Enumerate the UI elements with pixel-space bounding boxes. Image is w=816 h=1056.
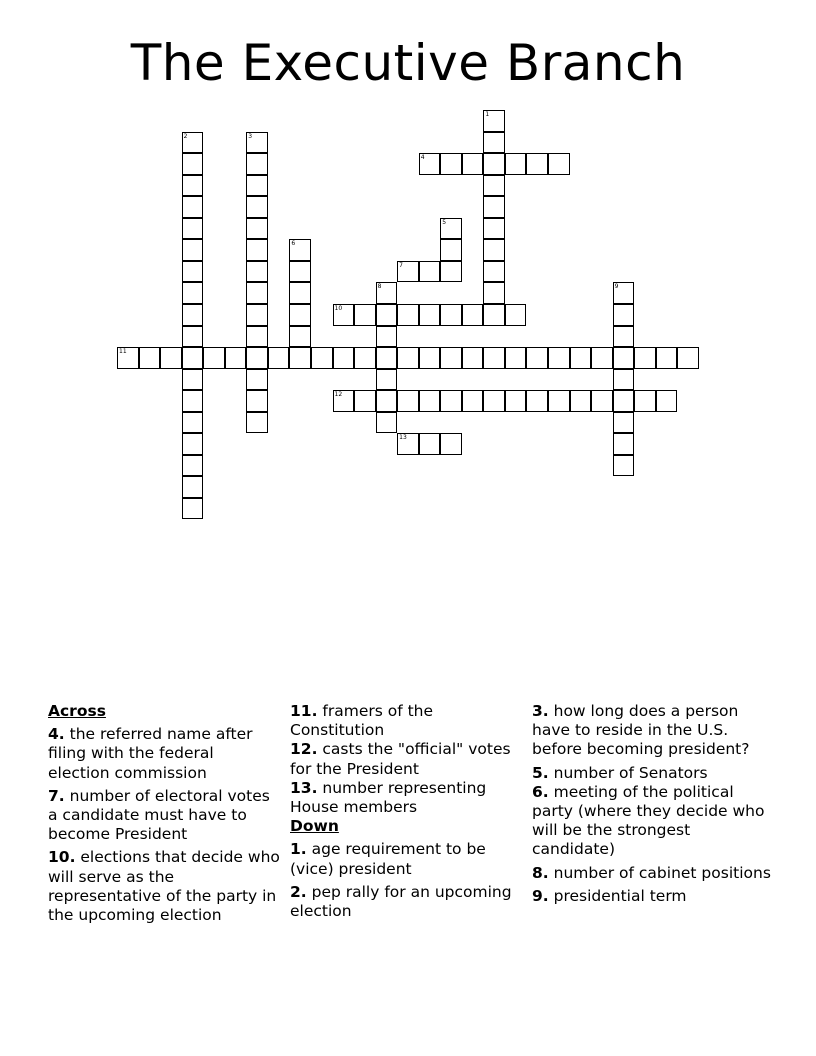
grid-cell[interactable]: [440, 433, 462, 455]
grid-cell[interactable]: [483, 347, 505, 369]
grid-cell[interactable]: [225, 347, 247, 369]
grid-cell[interactable]: [548, 390, 570, 412]
grid-cell[interactable]: [613, 433, 635, 455]
grid-cell[interactable]: [483, 304, 505, 326]
grid-cell[interactable]: [483, 239, 505, 261]
grid-cell[interactable]: [613, 326, 635, 348]
grid-cell[interactable]: [505, 153, 527, 175]
across-clue-12: 12. casts the "official" votes for the President: [290, 740, 511, 778]
grid-cell[interactable]: [440, 390, 462, 412]
grid-cell[interactable]: [376, 282, 398, 304]
grid-cell[interactable]: [613, 369, 635, 391]
grid-cell[interactable]: [591, 347, 613, 369]
grid-cell[interactable]: [289, 347, 311, 369]
grid-cell[interactable]: [483, 282, 505, 304]
grid-cell[interactable]: [419, 153, 441, 175]
grid-cell[interactable]: [182, 218, 204, 240]
across-clue-13: 13. number representing House members: [290, 778, 487, 817]
grid-cell[interactable]: [246, 326, 268, 348]
across-clue-7: 7. number of electoral votes a candidate must have to become President: [48, 786, 270, 844]
clue-number-label: 8: [377, 283, 382, 291]
grid-cell[interactable]: [246, 304, 268, 326]
grid-cell[interactable]: [246, 196, 268, 218]
grid-cell[interactable]: [376, 304, 398, 326]
grid-cell[interactable]: [354, 304, 376, 326]
grid-cell[interactable]: [246, 390, 268, 412]
grid-cell[interactable]: [483, 390, 505, 412]
grid-cell[interactable]: [182, 412, 204, 434]
grid-cell[interactable]: [526, 347, 548, 369]
grid-cell[interactable]: [505, 304, 527, 326]
grid-cell[interactable]: [246, 153, 268, 175]
grid-cell[interactable]: [440, 261, 462, 283]
down-clue-5: 5. number of Senators: [532, 763, 708, 782]
down-clue-6: 6. meeting of the political party (where they decide who will be the strongest candidate): [532, 782, 765, 859]
grid-cell[interactable]: [333, 347, 355, 369]
grid-cell[interactable]: [505, 390, 527, 412]
grid-cell[interactable]: [246, 282, 268, 304]
grid-cell[interactable]: [419, 347, 441, 369]
down-clue-9: 9. presidential term: [532, 886, 687, 905]
grid-cell[interactable]: [354, 390, 376, 412]
clue-number-label: 3: [248, 132, 253, 140]
grid-cell[interactable]: [376, 326, 398, 348]
grid-cell[interactable]: [570, 390, 592, 412]
clue-number-label: 13: [399, 434, 407, 442]
across-clue-4: 4. the referred name after filing with the federal election commission: [48, 725, 253, 782]
grid-cell[interactable]: [182, 304, 204, 326]
grid-cell[interactable]: [289, 261, 311, 283]
grid-cell[interactable]: [160, 347, 182, 369]
grid-cell[interactable]: [483, 196, 505, 218]
grid-cell[interactable]: [613, 412, 635, 434]
grid-cell[interactable]: [483, 261, 505, 283]
clue-number-label: 10: [334, 304, 343, 312]
down-clue-3: 3. how long does a person have to reside in the U.S. before becoming president?: [532, 702, 750, 759]
grid-cell[interactable]: [268, 347, 290, 369]
grid-cell[interactable]: [483, 218, 505, 240]
grid-cell[interactable]: [182, 282, 204, 304]
grid-cell[interactable]: [656, 390, 678, 412]
grid-cell[interactable]: [634, 390, 656, 412]
down-clue-8: 8. number of cabinet positions: [532, 863, 771, 882]
grid-cell[interactable]: [203, 347, 225, 369]
clue-number-label: 2: [183, 132, 188, 140]
grid-cell[interactable]: [289, 304, 311, 326]
down-clue-2: 2. pep rally for an upcoming election: [290, 882, 512, 921]
grid-cell[interactable]: [483, 153, 505, 175]
grid-cell[interactable]: [613, 455, 635, 477]
grid-cell[interactable]: [462, 347, 484, 369]
grid-cell[interactable]: [246, 132, 268, 154]
grid-cell[interactable]: [289, 239, 311, 261]
grid-cell[interactable]: [419, 304, 441, 326]
grid-cell[interactable]: [505, 347, 527, 369]
grid-cell[interactable]: [526, 153, 548, 175]
grid-cell[interactable]: [613, 304, 635, 326]
grid-cell[interactable]: [376, 412, 398, 434]
grid-cell[interactable]: [419, 261, 441, 283]
across-heading: Across: [48, 702, 106, 720]
grid-cell[interactable]: [440, 347, 462, 369]
puzzle-title: The Executive Branch: [130, 34, 686, 92]
grid-cell[interactable]: [634, 347, 656, 369]
grid-cell[interactable]: [397, 347, 419, 369]
grid-cell[interactable]: [677, 347, 699, 369]
grid-cell[interactable]: [613, 282, 635, 304]
grid-cell[interactable]: [333, 390, 355, 412]
down-clue-1: 1. age requirement to be (vice) president: [290, 840, 486, 878]
grid-cell[interactable]: [182, 369, 204, 391]
grid-cell[interactable]: [526, 390, 548, 412]
grid-cell[interactable]: [182, 153, 204, 175]
grid-cell[interactable]: [483, 132, 505, 154]
grid-cell[interactable]: [333, 304, 355, 326]
grid-cell[interactable]: [397, 261, 419, 283]
grid-cell[interactable]: [117, 347, 139, 369]
clue-number-label: 5: [442, 218, 447, 226]
grid-cell[interactable]: [182, 132, 204, 154]
grid-cell[interactable]: [397, 433, 419, 455]
grid-cell[interactable]: [182, 476, 204, 498]
grid-cell[interactable]: [182, 390, 204, 412]
grid-cell[interactable]: [462, 153, 484, 175]
grid-cell[interactable]: [570, 347, 592, 369]
grid-cell[interactable]: [462, 304, 484, 326]
clues-column-1: [48, 702, 280, 929]
grid-cell[interactable]: [182, 498, 204, 520]
grid-cell[interactable]: [376, 369, 398, 391]
grid-cell[interactable]: [246, 369, 268, 391]
grid-cell[interactable]: [246, 347, 268, 369]
grid-cell[interactable]: [246, 175, 268, 197]
grid-cell[interactable]: [182, 175, 204, 197]
clue-number-label: 11: [119, 348, 127, 356]
grid-cell[interactable]: [440, 218, 462, 240]
grid-cell[interactable]: [440, 153, 462, 175]
grid-cell[interactable]: [311, 347, 333, 369]
grid-cell[interactable]: [182, 196, 204, 218]
clue-number-label: 9: [614, 283, 619, 291]
grid-cell[interactable]: [289, 326, 311, 348]
grid-cell[interactable]: [462, 390, 484, 412]
across-clue-10: 10. elections that decide who will serve as the representative of the party in the upcoming election: [48, 848, 280, 925]
across-clue-11: 11. framers of the Constitution: [290, 702, 434, 740]
grid-cell[interactable]: [548, 153, 570, 175]
clue-number-label: 6: [291, 240, 296, 248]
grid-cell[interactable]: [613, 347, 635, 369]
grid-cell[interactable]: [354, 347, 376, 369]
grid-cell[interactable]: [182, 326, 204, 348]
grid-cell[interactable]: [182, 261, 204, 283]
grid-cell[interactable]: [376, 390, 398, 412]
grid-cell[interactable]: [483, 110, 505, 132]
clue-number-label: 1: [485, 111, 490, 118]
down-heading: Down: [290, 817, 339, 836]
clues-column-3: [532, 702, 772, 910]
grid-cell[interactable]: [397, 304, 419, 326]
grid-cell[interactable]: [591, 390, 613, 412]
grid-cell[interactable]: [483, 175, 505, 197]
clue-number-label: 4: [420, 154, 425, 162]
clue-number-label: 12: [334, 391, 343, 399]
grid-cell[interactable]: [440, 304, 462, 326]
grid-cell[interactable]: [440, 239, 462, 261]
grid-cell[interactable]: [613, 390, 635, 412]
clues-column-2: [290, 702, 522, 925]
grid-cell[interactable]: [246, 261, 268, 283]
grid-cell[interactable]: [182, 433, 204, 455]
grid-cell[interactable]: [419, 390, 441, 412]
grid-cell[interactable]: [246, 218, 268, 240]
grid-cell[interactable]: [182, 455, 204, 477]
grid-cell[interactable]: [289, 282, 311, 304]
grid-cell[interactable]: [376, 347, 398, 369]
grid-cell[interactable]: [246, 412, 268, 434]
grid-cell[interactable]: [246, 239, 268, 261]
grid-cell[interactable]: [182, 347, 204, 369]
grid-cell[interactable]: [419, 433, 441, 455]
grid-cell[interactable]: [656, 347, 678, 369]
clue-number-label: 7: [399, 261, 403, 269]
grid-cell[interactable]: [397, 390, 419, 412]
grid-cell[interactable]: [548, 347, 570, 369]
grid-cell[interactable]: [182, 239, 204, 261]
grid-cell[interactable]: [139, 347, 161, 369]
